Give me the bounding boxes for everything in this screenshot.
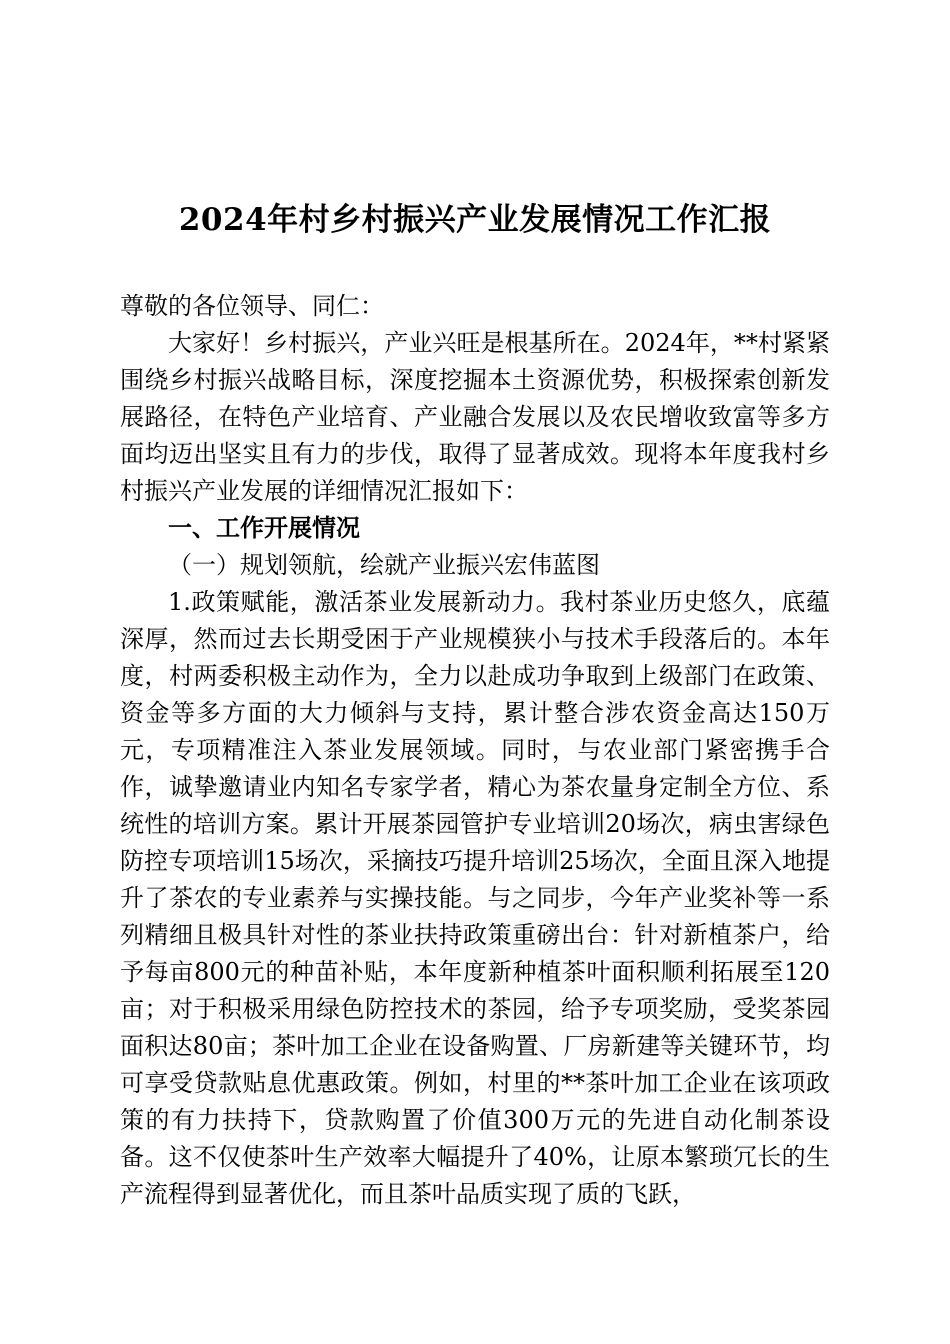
document-body (120, 288, 830, 1213)
subsection-heading: （一）规划领航，绘就产业振兴宏伟蓝图 (168, 551, 600, 579)
salutation: 尊敬的各位领导、同仁： (120, 292, 384, 320)
document-page (120, 0, 830, 1344)
section-heading: 一、工作开展情况 (168, 514, 360, 542)
body-paragraph: 1.政策赋能，激活茶业发展新动力。我村茶业历史悠久，底蕴深厚，然而过去长期受困于产业规模狭小与技术手段落后的。本年度，村两委积极主动作为，全力以赴成功争取到上级部门在政策、资金等多方面的大力倾斜与支持，累计整合涉农资金高达150万元，专项精准注入茶业发展领域。同时，与农业部门紧密携手合作，诚挚邀请业内知名专家学者，精心为茶农量身定制全方位、系统性的培训方案。累计开展茶园管护专业培训20场次，病虫害绿色防控专项培训15场次，采摘技巧提升培训25场次，全面且深入地提升了茶农的专业素养与实操技能。与之同步，今年产业奖补等一系列精细且极具针对性的茶业扶持政策重磅出台：针对新植茶户，给予每亩800元的种苗补贴，本年度新种植茶叶面积顺利拓展至120亩；对于积极采用绿色防控技术的茶园，给予专项奖励，受奖茶园面积达80亩；茶叶加工企业在设备购置、厂房新建等关键环节，均可享受贷款贴息优惠政策。例如，村里的**茶叶加工企业在该项政策的有力扶持下，贷款购置了价值300万元的先进自动化制茶设备。这不仅使茶叶生产效率大幅提升了40%，让原本繁琐冗长的生产流程得到显著优化，而且茶叶品质实现了质的飞跃， (120, 588, 830, 1208)
intro-paragraph: 大家好！乡村振兴，产业兴旺是根基所在。2024年，**村紧紧围绕乡村振兴战略目标，深度挖掘本土资源优势，积极探索创新发展路径，在特色产业培育、产业融合发展以及农民增收致富等多方面均迈出坚实且有力的步伐，取得了显著成效。现将本年度我村乡村振兴产业发展的详细情况汇报如下： (120, 329, 830, 505)
document-title: 2024年村乡村振兴产业发展情况工作汇报 (178, 202, 772, 238)
